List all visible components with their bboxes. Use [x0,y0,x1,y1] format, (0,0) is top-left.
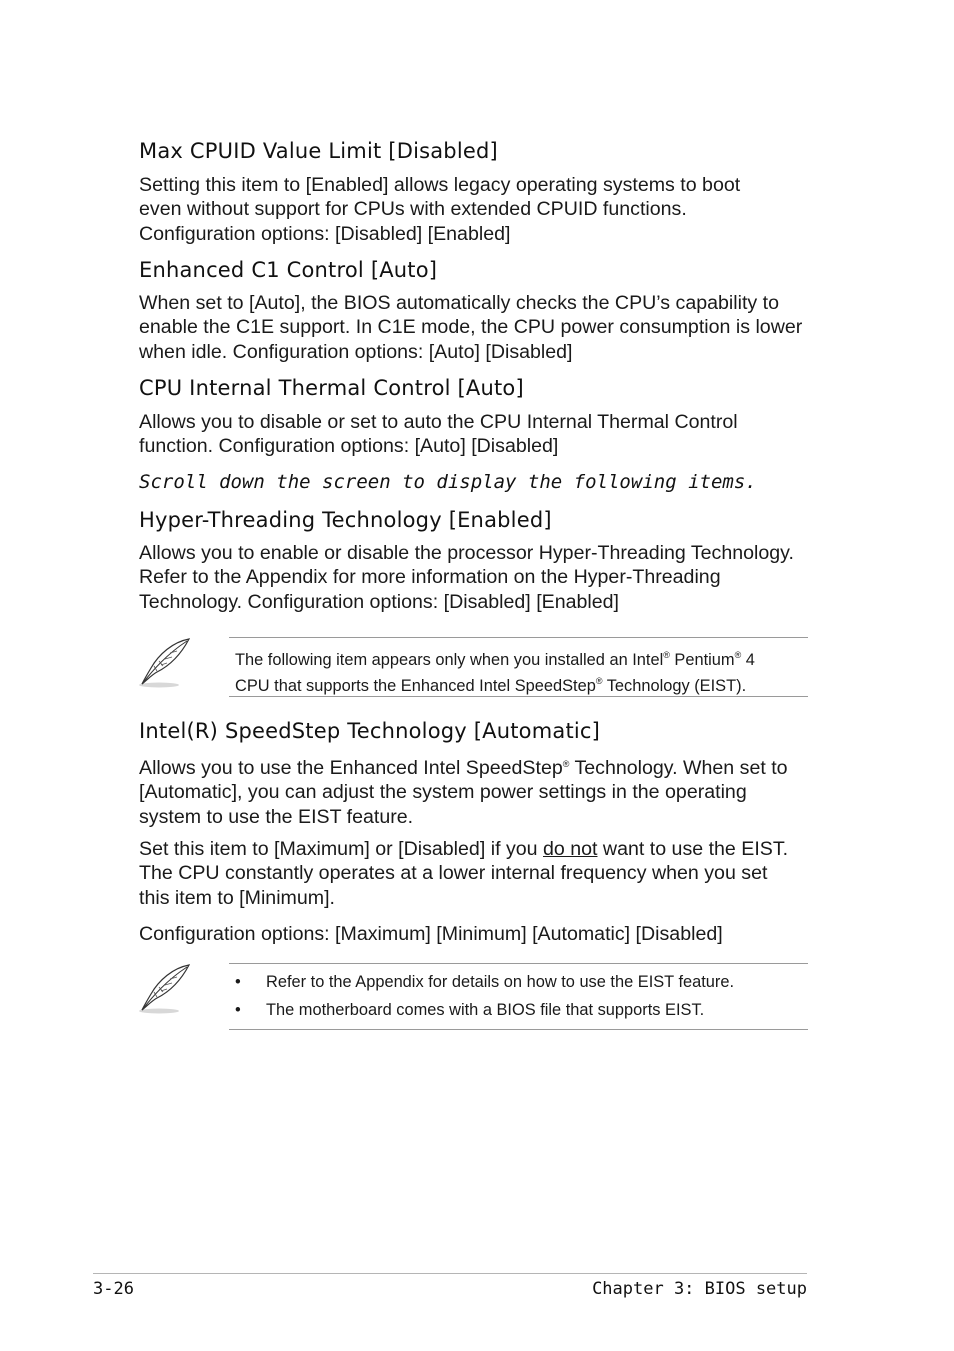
scroll-instruction: Scroll down the screen to display the following items. [139,471,757,493]
text-line: Configuration options: [Maximum] [Minimum] [Automatic] [Disabled] [139,923,723,945]
text-line: The following item appears only when you installed an Intel® Pentium® 4 [235,650,755,669]
note-bullet-list [235,971,734,1027]
bullet: • [235,1001,241,1019]
text-line: [Automatic], you can adjust the system power settings in the operating [139,781,747,804]
chapter-title: Chapter 3: BIOS setup [592,1279,807,1299]
text-line: when idle. Configuration options: [Auto] [Disabled] [139,340,573,363]
text-line: system to use the EIST feature. [139,805,414,828]
enhanced-c1-description [139,291,819,364]
text-line: enable the C1E support. In C1E mode, the CPU power consumption is lower [139,316,803,339]
text-line: Allows you to disable or set to auto the CPU Internal Thermal Control [139,411,738,433]
underlined-do-not: do not [543,838,598,860]
page-number: 3-26 [93,1279,134,1299]
feather-pen-icon [137,636,193,690]
cpu-thermal-description [139,410,819,459]
text-line: CPU that supports the Enhanced Intel SpeedStep® Technology (EIST). [235,676,747,695]
hyper-threading-description [139,541,819,614]
footer-rule [93,1273,807,1274]
text-line: this item to [Minimum]. [139,886,335,909]
text-line: Technology. Configuration options: [Disabled] [Enabled] [139,590,619,613]
text-line: even without support for CPUs with extended CPUID functions. [139,198,687,221]
text-line: Configuration options: [Disabled] [Enabled] [139,222,511,245]
text-line: Refer to the Appendix for more information on the Hyper-Threading [139,566,721,589]
list-item: • Refer to the Appendix for details on how to use the EIST feature. [235,973,735,991]
speedstep-description [139,752,819,829]
text-line: Allows you to enable or disable the processor Hyper-Threading Technology. [139,542,794,564]
speedstep-options [139,922,819,946]
speedstep-warning [139,837,819,910]
heading-speedstep: Intel(R) SpeedStep Technology [Automatic] [139,719,601,743]
bullet: • [235,973,241,991]
text-line: When set to [Auto], the BIOS automatically checks the CPU’s capability to [139,292,780,314]
heading-max-cpuid: Max CPUID Value Limit [Disabled] [139,139,498,163]
max-cpuid-description [139,173,819,246]
text-line: The CPU constantly operates at a lower internal frequency when you set [139,862,768,885]
text-line: Set this item to [Maximum] or [Disabled] if you do not want to use the EIST. [139,838,789,860]
heading-enhanced-c1: Enhanced C1 Control [Auto] [139,258,438,282]
list-item: • The motherboard comes with a BIOS file that supports EIST. [235,1001,705,1019]
note-text [235,645,805,697]
heading-hyper-threading: Hyper-Threading Technology [Enabled] [139,508,552,532]
heading-cpu-thermal: CPU Internal Thermal Control [Auto] [139,376,524,400]
feather-pen-icon [137,962,193,1016]
text-line: Allows you to use the Enhanced Intel SpeedStep® Technology. When set to [139,757,788,779]
text-line: function. Configuration options: [Auto] [Disabled] [139,435,559,458]
text-line: Setting this item to [Enabled] allows legacy operating systems to boot [139,174,741,196]
